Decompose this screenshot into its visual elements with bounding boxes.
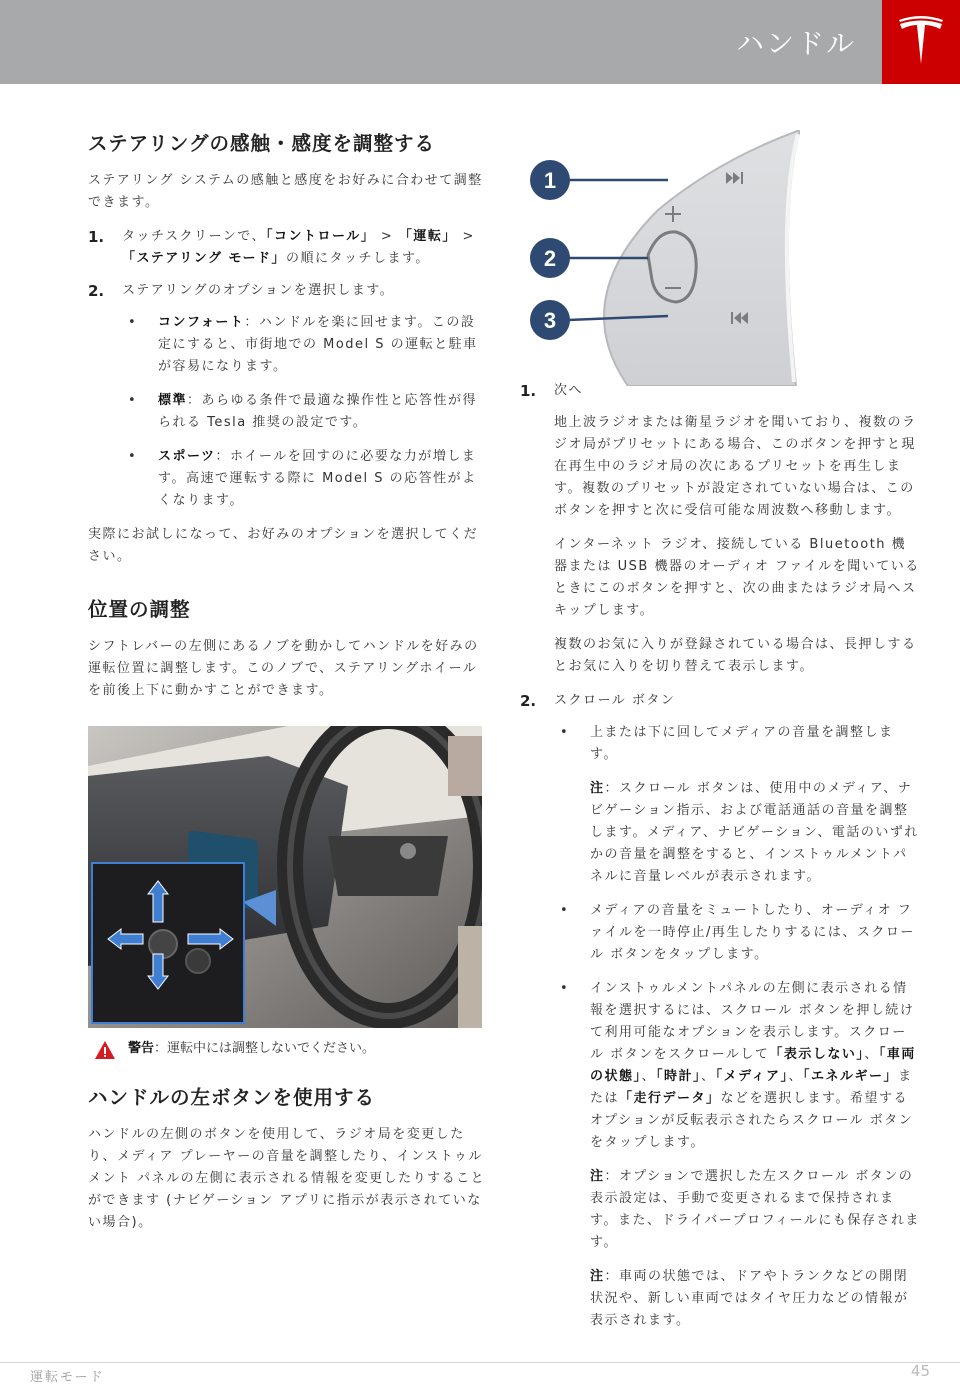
item-1-paragraph-2: インターネット ラジオ、接続している Bluetooth 機器または USB 機器のオーディオ ファイルを聞いているときにこのボタンを押すと、次の曲またはラジオ局へスキップします。 [554,537,920,618]
callout-2: 2 [543,246,557,271]
callout-3: 3 [543,308,557,333]
footer-section: 運転モード [30,1370,105,1385]
steering-adjust-photo [88,726,482,1028]
step-number: 2. [88,282,105,300]
item-1-heading: 1. 次へ [520,382,584,400]
left-buttons-text: ハンドルの左側のボタンを使用して、ラジオ局を変更したり、メディア プレーヤーの音量を調整したり、インストゥルメント パネルの左側に表示される情報を変更したりすることができます (ナビゲーション アプリに指示が表示されていない場合)。 [88,1127,486,1230]
bullet-display-select: • インストゥルメントパネルの左側に表示される情報を選択するには、スクロール ボタンを押し続けて利用可能なオプションを表示します。スクロール ボタンをスクロールして「表示しない」、「車両の状態」、「時計」、「メディア」、「エネルギー」または「走行データ」などを選択します。希望するオプションが反転表示されたらスクロール ボタンをタップします。 [520,978,920,1154]
tesla-logo-icon [882,0,960,84]
item-number: 2. [520,692,537,710]
warning-note: 警告：運転中には調整しないでください。 [88,1038,488,1060]
chapter-title: ハンドル [735,27,856,60]
note-persist: 注：オプションで選択した左スクロール ボタンの表示設定は、手動で変更されるまで保持されます。また、ドライバープロフィールにも保存されます。 [590,1169,920,1250]
step-2: 2. ステアリングのオプションを選択します。 [88,282,395,300]
note-vehicle-status: 注：車両の状態では、ドアやトランクなどの開閉状況や、新しい車両ではタイヤ圧力などの情報が表示されます。 [590,1269,909,1328]
page-header [0,0,960,84]
footer-divider [0,1362,960,1363]
page-number: 45 [910,1362,930,1380]
item-1-paragraph-1: 地上波ラジオまたは衛星ラジオを聞いており、複数のラジオ局がプリセットにある場合、このボタンを押すと現在再生中のラジオ局の次にあるプリセットを再生します。複数のプリセットが設定されていない場合は、このボタンを押すと次に受信可能な周波数へ移動します。 [554,415,917,518]
bullet-volume: • 上または下に回してメディアの音量を調整します。 [520,722,920,766]
position-text: シフトレバーの左側にあるノブを動かしてハンドルを好みの運転位置に調整します。このノブで、ステアリングホイールを前後上下に動かすことができます。 [88,639,479,698]
callout-1: 1 [543,168,557,193]
section-title-feel: ステアリングの感触・感度を調整する [88,132,435,155]
step-number: 1. [88,228,105,246]
warning-icon [94,1040,116,1060]
section-title-position: 位置の調整 [88,598,191,621]
step-1: 1. タッチスクリーンで、「コントロール」 > 「運転」 > 「ステアリング モード」の順にタッチします。 [88,228,475,266]
option-sport: • スポーツ：ホイールを回すのに必要な力が増します。高速で運転する際に Model S の応答性がよくなります。 [88,446,488,512]
option-standard: • 標準：あらゆる条件で最適な操作性と応答性が得られる Tesla 推奨の設定です。 [88,390,488,434]
bullet-mute: • メディアの音量をミュートしたり、オーディオ ファイルを一時停止/再生したりするには、スクロール ボタンをタップします。 [520,900,920,966]
item-2-heading: 2. スクロール ボタン [520,692,676,710]
item-1-paragraph-3: 複数のお気に入りが登録されている場合は、長押しするとお気に入りを切り替えて表示します。 [554,637,917,674]
section-intro: ステアリング システムの感触と感度をお好みに合わせて調整できます。 [88,173,483,210]
tesla-logo [882,0,960,84]
left-button-diagram [528,130,800,386]
item-number: 1. [520,382,537,400]
note-volume: 注：スクロール ボタンは、使用中のメディア、ナビゲーション指示、および電話通話の音量を調整します。メディア、ナビゲーション、電話のいずれかの音量を調整をすると、インストゥルメントパネルに音量レベルが表示されます。 [590,781,919,884]
left-column [88,128,488,1246]
section-outro: 実際にお試しになって、お好みのオプションを選択してください。 [88,527,479,564]
section-title-left-buttons: ハンドルの左ボタンを使用する [88,1086,376,1109]
option-comfort: • コンフォート：ハンドルを楽に回せます。この設定にすると、市街地での Model S の運転と駐車が容易になります。 [88,312,488,378]
right-column [520,380,920,1344]
